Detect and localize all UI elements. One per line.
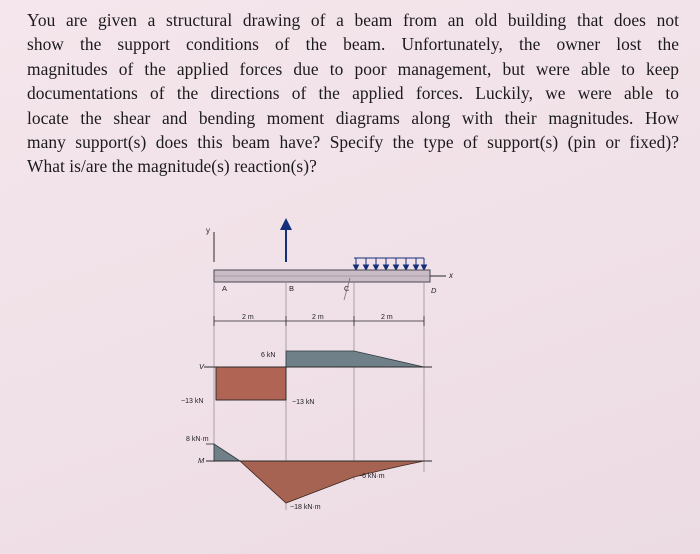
x-axis [430,271,454,280]
shear-positive-region [286,351,424,367]
beam [214,270,430,282]
moment-diagram [186,436,432,511]
y-axis [206,226,214,262]
point-c-label: C [344,284,350,293]
span-bc-label: 2 m [312,314,324,321]
shear-label-6kn: 6 kN [261,352,276,359]
point-b-label: B [289,284,295,293]
problem-line: many support(s) does this beam have? Specify the type of support(s) (pin or fixed)? [27,132,679,153]
span-cd-label: 2 m [381,314,393,321]
moment-label-18knm: −18 kN·m [290,504,321,511]
problem-line: You are given a structural drawing of a beam from an old building that does not [27,10,679,30]
applied-force-arrow [280,218,292,262]
y-axis-label: y [206,226,210,235]
moment-label-8knm: 8 kN·m [186,436,209,443]
problem-line: What is/are the magnitude(s) reaction(s)? [27,156,317,177]
problem-line: magnitudes of the applied forces due to poor management, but were able to keep [27,58,679,79]
x-axis-label: x [449,271,453,280]
problem-line: documentations of the directions of the applied forces. Luckily, we were able to [27,83,679,104]
shear-axis-label: V [199,362,205,371]
distributed-load [354,258,427,270]
dimension-line [214,314,424,326]
shear-diagram [181,351,432,406]
shear-negative-region [216,367,286,400]
point-d-label: D [431,286,437,295]
moment-label-6knm: −6 kN·m [358,473,385,480]
shear-label-mid: −13 kN [292,399,315,406]
beam-point-labels [222,284,437,295]
problem-line: show the support conditions of the beam. Unfortunately, the owner lost the [27,34,679,55]
problem-line: locate the shear and bending moment diagrams along with their magnitudes. How [27,107,679,128]
span-ab-label: 2 m [242,314,254,321]
shear-label-left: −13 kN [181,398,204,405]
moment-positive-region [214,444,240,461]
moment-negative-region [240,461,424,503]
point-a-label: A [222,284,228,293]
moment-axis-label: M [198,456,205,465]
